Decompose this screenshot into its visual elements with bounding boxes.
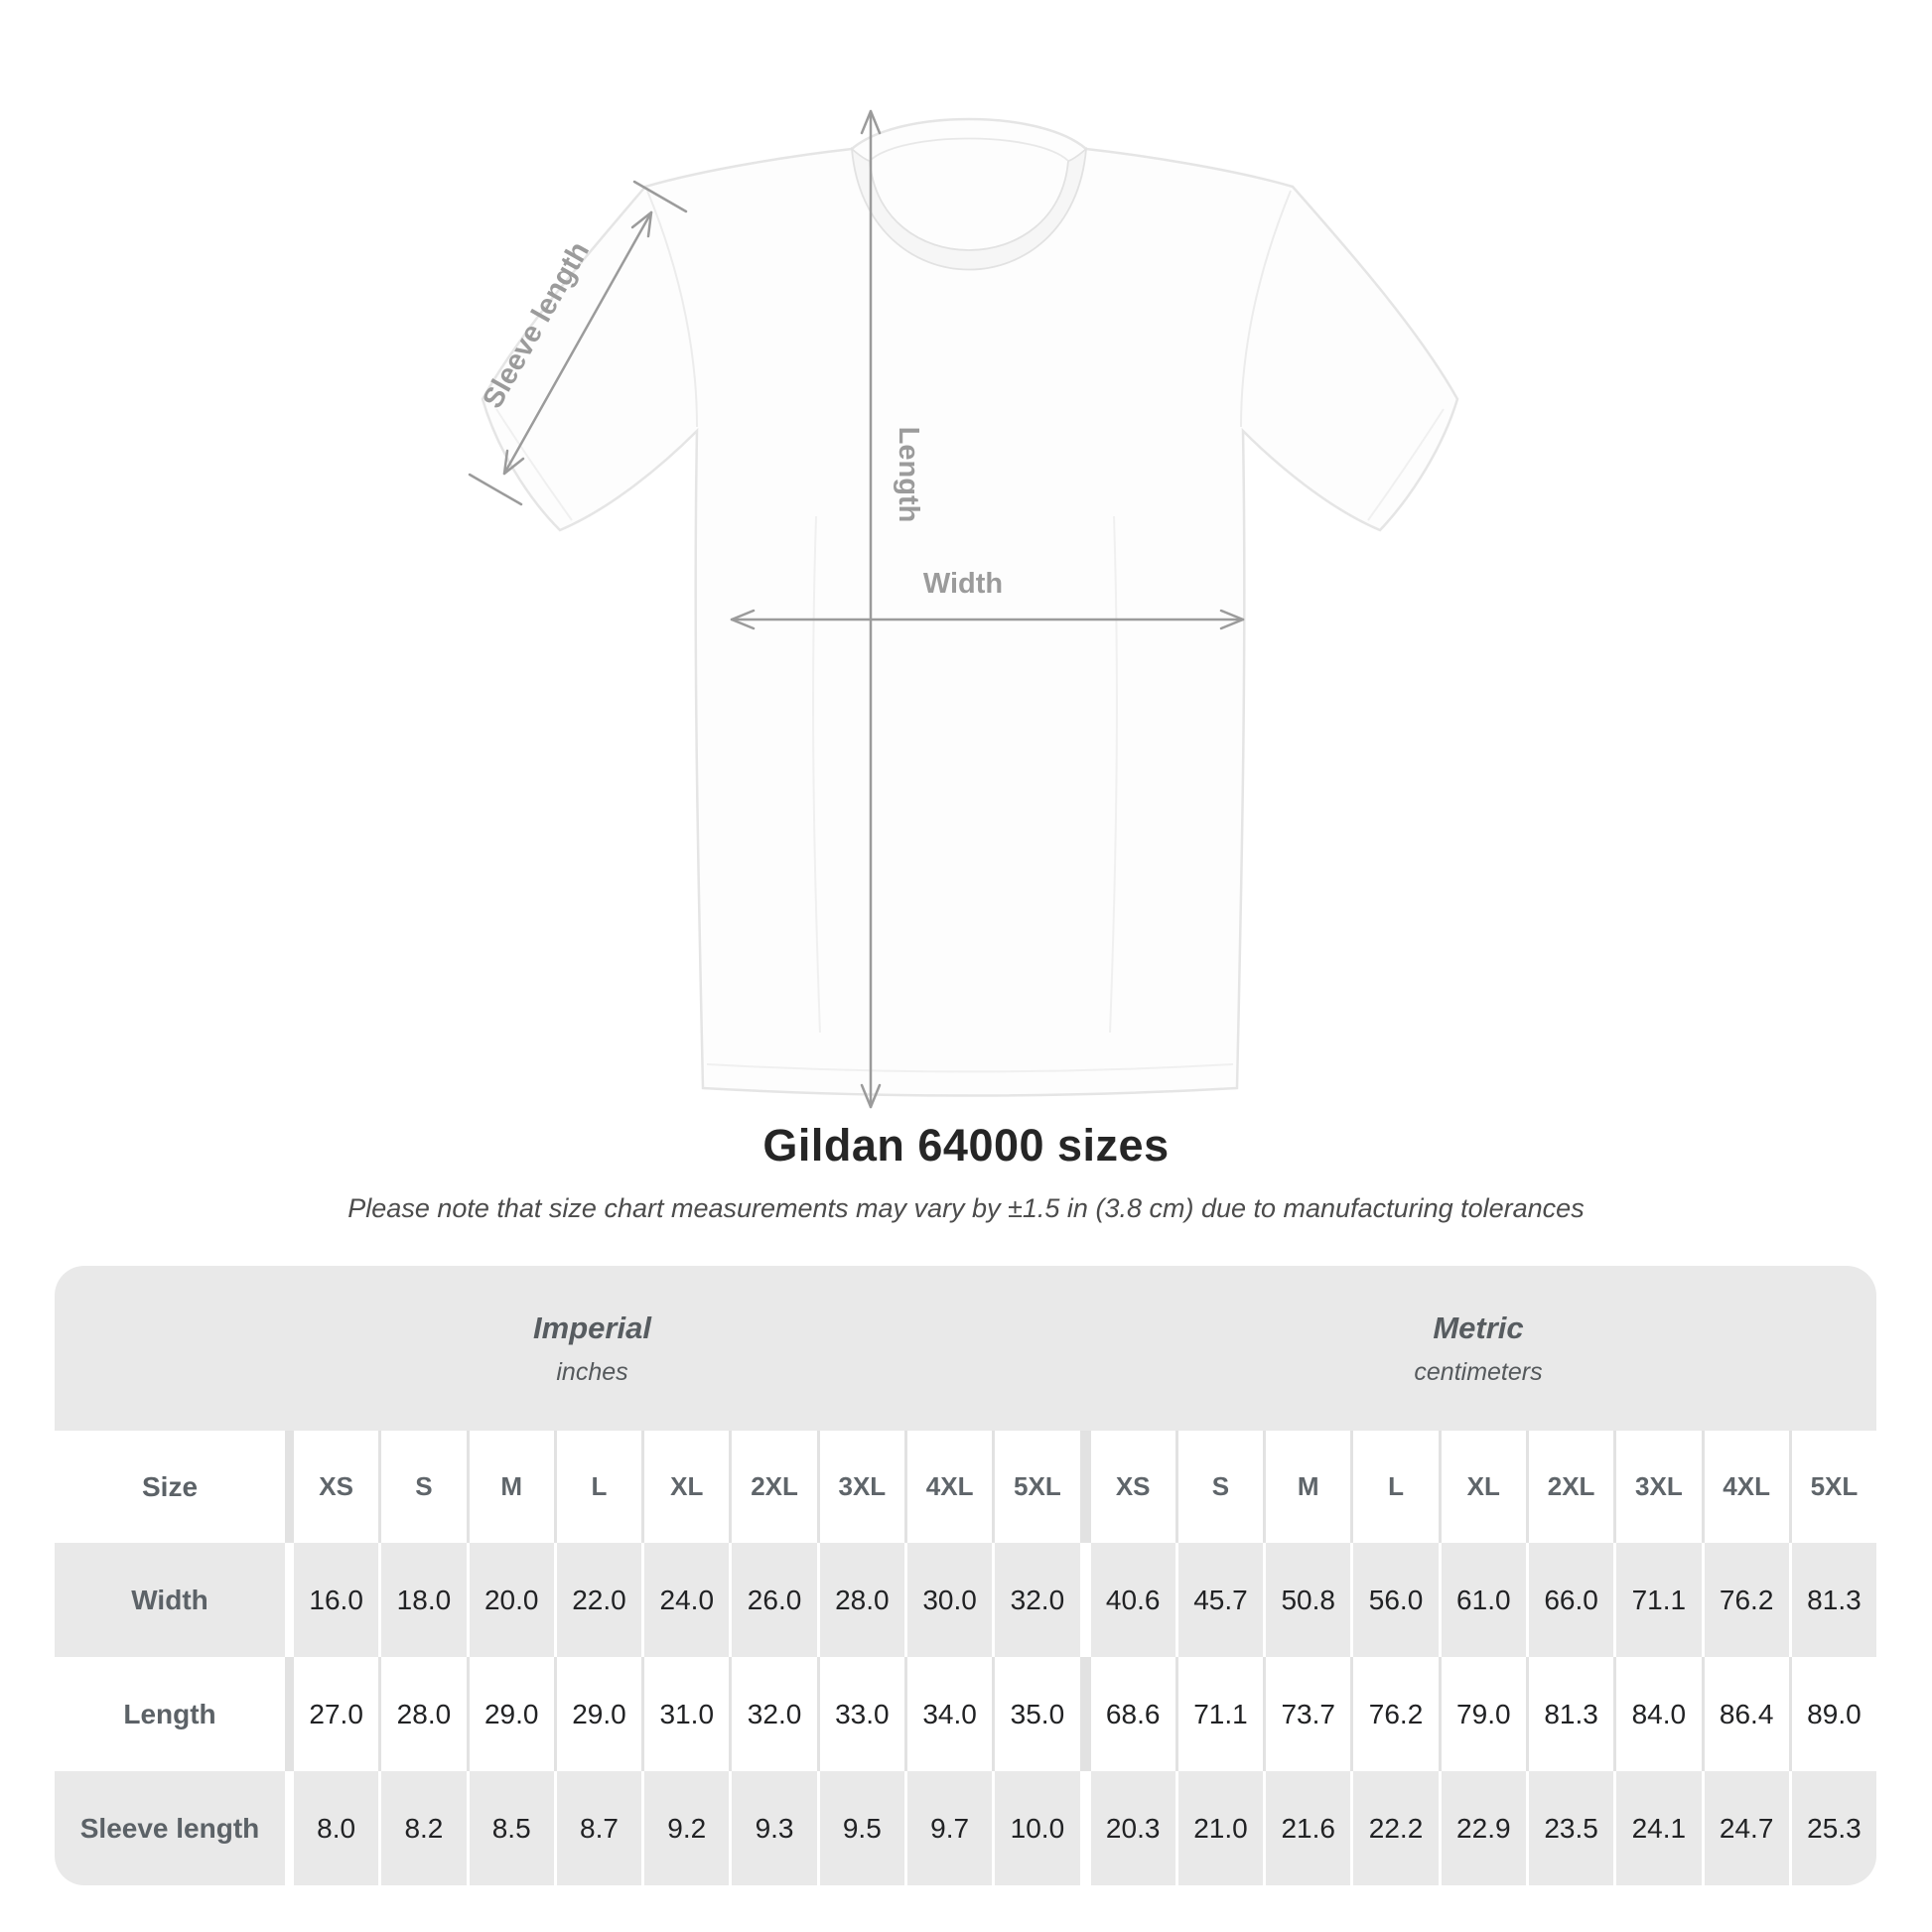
value-cell: 32.0: [995, 1543, 1079, 1657]
row-label: Width: [55, 1543, 285, 1657]
tolerance-note: Please note that size chart measurements may vary by ±1.5 in (3.8 cm) due to manufacturing tolerances: [347, 1193, 1585, 1223]
value-cell: 81.3: [1792, 1543, 1876, 1657]
value-cell: 20.0: [470, 1543, 554, 1657]
imperial-header-label: Imperial: [533, 1310, 651, 1345]
value-cell: 32.0: [732, 1657, 816, 1771]
page-title: Gildan 64000 sizes: [762, 1120, 1170, 1171]
value-cell: 9.2: [644, 1771, 729, 1885]
value-cell: 29.0: [557, 1657, 641, 1771]
value-cell: 76.2: [1705, 1543, 1789, 1657]
value-cell: 30.0: [907, 1543, 992, 1657]
imperial-header: [79, 1311, 1105, 1387]
value-cell: 20.3: [1091, 1771, 1175, 1885]
value-cell: 28.0: [820, 1543, 904, 1657]
value-cell: 81.3: [1529, 1657, 1613, 1771]
size-header-cell: M: [1266, 1431, 1350, 1543]
width-label: Width: [922, 568, 1004, 600]
metric-header: [1080, 1311, 1876, 1387]
value-cell: 27.0: [294, 1657, 378, 1771]
value-cell: 25.3: [1792, 1771, 1876, 1885]
value-cell: 21.6: [1266, 1771, 1350, 1885]
length-label: Length: [893, 426, 924, 523]
value-cell: 89.0: [1792, 1657, 1876, 1771]
size-header-cell: 5XL: [995, 1431, 1079, 1543]
value-cell: 10.0: [995, 1771, 1079, 1885]
size-header-cell: XL: [1442, 1431, 1526, 1543]
row-label: Length: [55, 1657, 285, 1771]
metric-header-label: Metric: [1433, 1310, 1524, 1345]
row-label: Sleeve length: [55, 1771, 285, 1885]
value-cell: 86.4: [1705, 1657, 1789, 1771]
value-cell: 56.0: [1353, 1543, 1438, 1657]
size-header-cell: S: [381, 1431, 466, 1543]
value-cell: 9.7: [907, 1771, 992, 1885]
value-cell: 26.0: [732, 1543, 816, 1657]
size-header-cell: 4XL: [1705, 1431, 1789, 1543]
size-header-cell: L: [557, 1431, 641, 1543]
value-cell: 22.2: [1353, 1771, 1438, 1885]
value-cell: 35.0: [995, 1657, 1079, 1771]
value-cell: 18.0: [381, 1543, 466, 1657]
value-cell: 76.2: [1353, 1657, 1438, 1771]
sleeve-length-label: Sleeve length: [477, 236, 597, 414]
size-header-cell: XL: [644, 1431, 729, 1543]
value-cell: 8.0: [294, 1771, 378, 1885]
value-cell: 23.5: [1529, 1771, 1613, 1885]
size-header-cell: XS: [1091, 1431, 1175, 1543]
value-cell: 21.0: [1178, 1771, 1263, 1885]
value-cell: 34.0: [907, 1657, 992, 1771]
unit-header-band: [55, 1266, 1876, 1431]
value-cell: 9.3: [732, 1771, 816, 1885]
tshirt-graphic: [483, 119, 1457, 1096]
value-cell: 16.0: [294, 1543, 378, 1657]
value-cell: 71.1: [1616, 1543, 1701, 1657]
imperial-unit-label: inches: [556, 1357, 628, 1386]
size-header-cell: 3XL: [820, 1431, 904, 1543]
value-cell: 31.0: [644, 1657, 729, 1771]
value-cell: 22.9: [1442, 1771, 1526, 1885]
value-cell: 73.7: [1266, 1657, 1350, 1771]
metric-unit-label: centimeters: [1414, 1357, 1543, 1386]
value-cell: 71.1: [1178, 1657, 1263, 1771]
size-header-cell: 3XL: [1616, 1431, 1701, 1543]
value-cell: 68.6: [1091, 1657, 1175, 1771]
value-cell: 8.7: [557, 1771, 641, 1885]
value-cell: 8.2: [381, 1771, 466, 1885]
value-cell: 24.7: [1705, 1771, 1789, 1885]
table-row: [55, 1543, 1876, 1657]
value-cell: 61.0: [1442, 1543, 1526, 1657]
size-header-cell: S: [1178, 1431, 1263, 1543]
value-cell: 28.0: [381, 1657, 466, 1771]
value-cell: 29.0: [470, 1657, 554, 1771]
value-cell: 24.1: [1616, 1771, 1701, 1885]
table-row: [55, 1657, 1876, 1771]
size-header-cell: 5XL: [1792, 1431, 1876, 1543]
value-cell: 8.5: [470, 1771, 554, 1885]
size-header-cell: 2XL: [732, 1431, 816, 1543]
value-cell: 9.5: [820, 1771, 904, 1885]
value-cell: 22.0: [557, 1543, 641, 1657]
value-cell: 24.0: [644, 1543, 729, 1657]
value-cell: 40.6: [1091, 1543, 1175, 1657]
size-header-cell: 2XL: [1529, 1431, 1613, 1543]
size-header-cell: M: [470, 1431, 554, 1543]
value-cell: 84.0: [1616, 1657, 1701, 1771]
value-cell: 66.0: [1529, 1543, 1613, 1657]
size-chart-table: [55, 1266, 1876, 1885]
value-cell: 33.0: [820, 1657, 904, 1771]
value-cell: 50.8: [1266, 1543, 1350, 1657]
size-header-cell: 4XL: [907, 1431, 992, 1543]
table-row: [55, 1771, 1876, 1885]
size-column-label: Size: [55, 1431, 285, 1543]
value-cell: 79.0: [1442, 1657, 1526, 1771]
table-rows: [55, 1431, 1876, 1885]
value-cell: 45.7: [1178, 1543, 1263, 1657]
size-header-row: [55, 1431, 1876, 1543]
size-header-cell: XS: [294, 1431, 378, 1543]
size-header-cell: L: [1353, 1431, 1438, 1543]
